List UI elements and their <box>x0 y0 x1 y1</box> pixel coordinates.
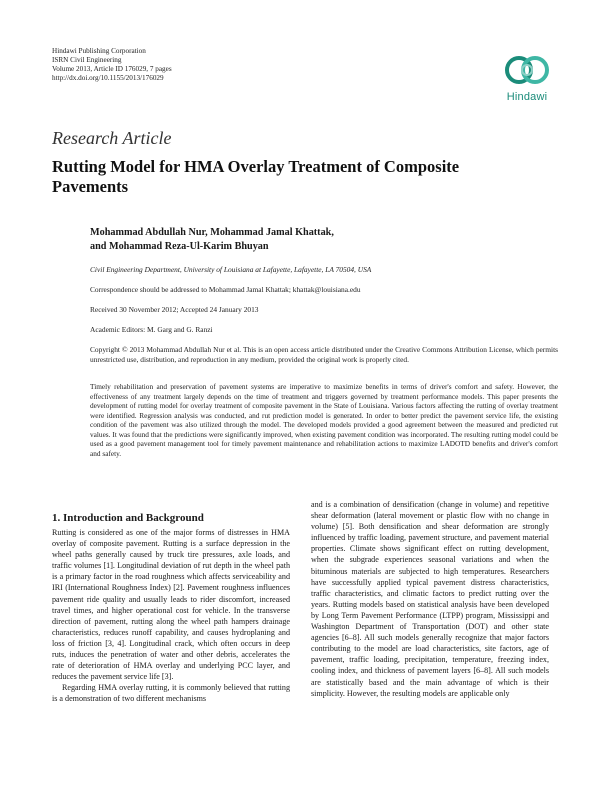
volume-line: Volume 2013, Article ID 176029, 7 pages <box>52 65 172 73</box>
article-type: Research Article <box>52 128 172 148</box>
journal-metadata <box>52 47 172 83</box>
publisher-name: Hindawi Publishing Corporation <box>52 47 146 55</box>
journal-name: ISRN Civil Engineering <box>52 56 122 64</box>
body-column-right <box>311 499 549 699</box>
doi-link[interactable]: http://dx.doi.org/10.1155/2013/176029 <box>52 74 164 82</box>
body-paragraph: Rutting is considered as one of the major forms of distresses in HMA overlay of composite pavement. Rutting is a surface depression in the wheel paths generally caused by truck tire pressures, axle loads, and traffic volumes [1]. Longitudinal deviation of rut depth in the wheel path is a primary factor in the road roughness which affects serviceability and IRI (International Roughness Index) [2]. Pavement roughness influences pavement ride quality and usually leads to rider discomfort, increased travel times, and higher operational cost for vehicle. In the transverse direction of pavement, rutting along the wheel path hampers drainage characteristics, reduces runoff capability, and causes hydroplaning and loss of friction [3, 4]. Longitudinal crack, which often occurs in deep ruts, induces the penetration of water and other debris, accelerates the rate of deterioration of HMA overlay and underlying PCC layer, and reduces the pavement service life [3]. <box>52 528 290 682</box>
authors-line-1: Mohammad Abdullah Nur, Mohammad Jamal Khattak, <box>90 227 334 238</box>
section-heading: 1. Introduction and Background <box>52 512 204 524</box>
body-paragraph: and is a combination of densification (change in volume) and repetitive shear deformation (lateral movement or plastic flow with no change in volume) [5]. Both densification and shear deformation are strongly influenced by traffic loading, pavement structure, and pavement material properties. Climate shows significant effect on rutting development, when the subgrade experiences seasonal variations and when the bituminous materials are subjected to high temperatures. Researchers have successfully applied typical pavement distress characteristics, traffic characteristics, and climatic factors to predict rutting over the years. Rutting models based on statistical analysis have been developed by Long Term Pavement Performance (LTPP) program, Mississippi and Washington Department of Transportation (DOT) and other state agencies [6–8]. All such models generally recognize that major factors contributing to the model are load characteristics, site factors, age of pavement, traffic loading, precipitation, temperature, freezing index, cooling index, and thickness of pavement layers [6–8]. All such models are statistically based and the main advantage of which is their simplicity. However, the resulting models are applicable only <box>311 500 549 698</box>
correspondence: Correspondence should be addressed to Mohammad Jamal Khattak; khattak@louisiana.edu <box>90 285 361 294</box>
academic-editors: Academic Editors: M. Garg and G. Ranzi <box>90 325 213 334</box>
abstract: Timely rehabilitation and preservation of pavement systems are imperative to maximize benefits in terms of driver's comfort and safety. However, the effectiveness of any treatment largely depends on the time of treatment and triggers governed by treatment performance models. This paper presents the development of rutting model for overlay treatment of composite pavement in the State of Louisiana. Various factors affecting the rutting of overlay treatment were identified. Regression analysis was conducted, and rut prediction model is generated. In order to better predict the pavement service life, the existing condition of the pavement was also utilized through the model. The developed models provided a good agreement between the measured and predicted rut values. It was found that the predictions were significantly improved, when existing pavement condition was incorporated. The resulting rutting model could be used as a good pavement management tool for timely pavement maintenance and rehabilitation actions to maximize LADOTD benefits and driver's comfort and safety. <box>90 382 558 458</box>
affiliation: Civil Engineering Department, University of Louisiana at Lafayette, Lafayette, LA 70504, USA <box>90 265 372 274</box>
paper-title: Rutting Model for HMA Overlay Treatment of Composite Pavements <box>52 157 460 196</box>
copyright-notice: Copyright © 2013 Mohammad Abdullah Nur et al. This is an open access article distributed under the Creative Commons Attribution License, which permits unrestricted use, distribution, and reproduction in any medium, provided the original work is properly cited. <box>90 345 558 364</box>
received-dates: Received 30 November 2012; Accepted 24 January 2013 <box>90 305 259 314</box>
body-column-left <box>52 527 290 705</box>
authors-line-2: and Mohammad Reza-Ul-Karim Bhuyan <box>90 241 269 252</box>
author-list <box>90 226 510 254</box>
body-paragraph: Regarding HMA overlay rutting, it is commonly believed that rutting is a demonstration of two different mechanisms <box>52 683 290 704</box>
hindawi-logo-text: Hindawi <box>506 91 548 103</box>
article-info <box>90 265 560 365</box>
